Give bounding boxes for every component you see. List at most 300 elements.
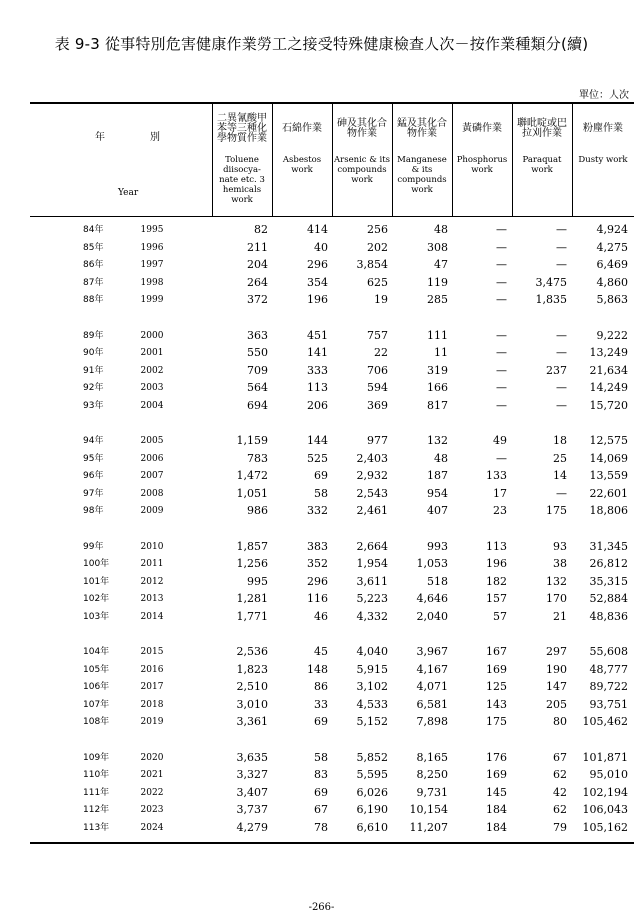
column-header-en: Arsenic & its compounds work bbox=[334, 155, 391, 185]
table-row bbox=[0, 609, 643, 625]
table-cell: 95,010 bbox=[589, 768, 628, 781]
table-cell: 79 bbox=[553, 820, 567, 834]
table-cell: 106,043 bbox=[582, 803, 628, 816]
row-roc-year: 96年 bbox=[83, 471, 104, 481]
table-row bbox=[0, 292, 643, 308]
table-row bbox=[0, 679, 643, 695]
table-row bbox=[0, 574, 643, 590]
table-cell: 3,635 bbox=[236, 750, 268, 764]
table-cell: 187 bbox=[427, 469, 448, 482]
table-cell: 564 bbox=[247, 381, 268, 394]
table-row bbox=[0, 328, 643, 344]
row-ad-year: 2018 bbox=[140, 699, 164, 710]
row-roc-year: 113年 bbox=[83, 822, 110, 833]
table-cell: 176 bbox=[486, 750, 507, 764]
table-cell: 33 bbox=[314, 697, 328, 711]
column-header bbox=[514, 103, 570, 216]
table-cell: 204 bbox=[247, 258, 268, 271]
table-cell: 625 bbox=[367, 275, 388, 289]
table-cell: 46 bbox=[314, 609, 328, 623]
unit-label: 單位：人次 bbox=[579, 90, 629, 101]
table-cell: 5,152 bbox=[356, 715, 388, 728]
table-cell: 105,462 bbox=[582, 715, 628, 728]
table-cell: 148 bbox=[307, 662, 328, 676]
table-cell: 694 bbox=[247, 398, 268, 412]
table-cell: 1,053 bbox=[416, 557, 448, 570]
row-ad-year: 2008 bbox=[140, 488, 164, 499]
table-cell: 8,165 bbox=[416, 750, 448, 764]
row-roc-year: 87年 bbox=[83, 277, 104, 288]
table-row bbox=[0, 662, 643, 678]
header-bottom-rule bbox=[30, 216, 634, 217]
year-header-en: Year bbox=[118, 188, 139, 198]
table-cell: 5,915 bbox=[356, 662, 388, 676]
table-cell: 5,852 bbox=[356, 750, 388, 764]
row-roc-year: 94年 bbox=[83, 436, 104, 446]
table-cell: 993 bbox=[427, 539, 448, 553]
table-cell: 55,608 bbox=[589, 645, 628, 658]
table-cell: 144 bbox=[307, 434, 328, 447]
table-row bbox=[0, 750, 643, 766]
table-row bbox=[0, 275, 643, 291]
table-cell: 69 bbox=[314, 715, 328, 728]
table-cell: 23 bbox=[493, 504, 507, 517]
table-cell: 105,162 bbox=[582, 820, 628, 834]
page-title: 表 9-3 從事特別危害健康作業勞工之接受特殊健康檢查人次－按作業種類分(續) bbox=[54, 35, 589, 53]
table-cell: 166 bbox=[427, 381, 448, 394]
table-row bbox=[0, 556, 643, 572]
row-ad-year: 2007 bbox=[140, 471, 164, 481]
table-cell: 14 bbox=[553, 469, 567, 482]
row-roc-year: 91年 bbox=[83, 365, 104, 376]
table-row bbox=[0, 591, 643, 607]
table-cell: 169 bbox=[486, 768, 507, 781]
table-cell: 3,967 bbox=[416, 645, 448, 658]
table-cell: 594 bbox=[367, 381, 388, 394]
table-cell: 206 bbox=[307, 398, 328, 412]
table-cell: 3,737 bbox=[236, 803, 268, 816]
table-cell: 6,469 bbox=[596, 258, 628, 271]
table-cell: 4,071 bbox=[416, 680, 448, 693]
row-ad-year: 2014 bbox=[140, 611, 164, 622]
column-header bbox=[574, 103, 632, 216]
table-cell: 133 bbox=[486, 469, 507, 482]
row-roc-year: 108年 bbox=[83, 717, 110, 727]
table-cell: 383 bbox=[307, 539, 328, 553]
table-cell: 102,194 bbox=[582, 785, 628, 799]
table-cell: 116 bbox=[307, 592, 328, 605]
table-cell: 35,315 bbox=[589, 574, 628, 588]
table-cell: 15,720 bbox=[589, 398, 628, 412]
table-cell: 6,026 bbox=[356, 785, 388, 799]
row-ad-year: 2017 bbox=[140, 682, 164, 692]
table-cell: 977 bbox=[367, 434, 388, 447]
row-ad-year: 2005 bbox=[140, 436, 164, 446]
table-cell: 2,403 bbox=[356, 451, 388, 465]
row-ad-year: 2013 bbox=[140, 594, 164, 604]
column-header-zh: 黃磷作業 bbox=[462, 123, 502, 134]
table-cell: 13,559 bbox=[589, 469, 628, 482]
table-cell: 6,190 bbox=[356, 803, 388, 816]
table-row bbox=[0, 363, 643, 379]
table-row bbox=[0, 785, 643, 801]
table-cell: 93 bbox=[553, 539, 567, 553]
table-cell: 132 bbox=[427, 434, 448, 447]
table-row bbox=[0, 380, 643, 396]
table-cell: 709 bbox=[247, 363, 268, 377]
column-header bbox=[214, 103, 270, 216]
row-roc-year: 107年 bbox=[83, 699, 110, 710]
table-cell: 14,249 bbox=[589, 381, 628, 394]
table-row bbox=[0, 644, 643, 660]
table-cell: 21 bbox=[553, 609, 567, 623]
table-cell: 237 bbox=[546, 363, 567, 377]
table-cell: 86 bbox=[314, 680, 328, 693]
table-cell: 19 bbox=[374, 293, 388, 306]
table-row bbox=[0, 468, 643, 484]
table-cell: 143 bbox=[486, 697, 507, 711]
table-cell: 4,167 bbox=[416, 662, 448, 676]
row-roc-year: 106年 bbox=[83, 682, 110, 692]
table-cell: 145 bbox=[486, 785, 507, 799]
table-cell: 25 bbox=[553, 451, 567, 465]
table-cell: 256 bbox=[367, 223, 388, 236]
table-cell: 202 bbox=[367, 240, 388, 254]
row-roc-year: 95年 bbox=[83, 453, 104, 464]
table-row bbox=[0, 451, 643, 467]
table-cell: — bbox=[556, 328, 567, 342]
table-row bbox=[0, 714, 643, 730]
table-row bbox=[0, 820, 643, 836]
table-cell: 550 bbox=[247, 346, 268, 359]
table-cell: 2,536 bbox=[236, 645, 268, 658]
table-cell: 205 bbox=[546, 697, 567, 711]
column-header-en: Manganese & its compounds work bbox=[397, 155, 447, 195]
column-header bbox=[454, 103, 510, 216]
row-ad-year: 1999 bbox=[140, 295, 164, 305]
table-cell: 1,051 bbox=[236, 486, 268, 500]
table-cell: 4,279 bbox=[236, 820, 268, 834]
header-divider bbox=[452, 103, 453, 216]
table-cell: 319 bbox=[427, 363, 448, 377]
row-roc-year: 111年 bbox=[83, 787, 110, 798]
table-cell: 2,040 bbox=[416, 609, 448, 623]
column-header-en: Toluene diisocya-nate etc. 3 hemicals work bbox=[219, 155, 265, 205]
table-cell: 82 bbox=[254, 223, 268, 236]
page-number: -266- bbox=[308, 902, 335, 913]
row-ad-year: 2021 bbox=[140, 770, 164, 780]
table-cell: 196 bbox=[486, 557, 507, 570]
table-cell: 407 bbox=[427, 504, 448, 517]
column-header-zh: 錳及其化合物作業 bbox=[397, 118, 447, 139]
row-ad-year: 2024 bbox=[140, 822, 164, 833]
table-cell: 113 bbox=[307, 381, 328, 394]
table-cell: 67 bbox=[314, 803, 328, 816]
table-cell: 157 bbox=[486, 592, 507, 605]
header-divider bbox=[572, 103, 573, 216]
row-ad-year: 2003 bbox=[140, 383, 164, 393]
table-cell: — bbox=[496, 293, 507, 306]
table-cell: 4,332 bbox=[356, 609, 388, 623]
table-cell: 49 bbox=[493, 434, 507, 447]
row-ad-year: 2019 bbox=[140, 717, 164, 727]
table-cell: — bbox=[496, 328, 507, 342]
row-ad-year: 2011 bbox=[140, 559, 164, 569]
table-cell: 3,611 bbox=[356, 574, 388, 588]
table-cell: — bbox=[496, 398, 507, 412]
column-header-zh: 砷及其化合物作業 bbox=[337, 118, 387, 139]
column-header-zh: 石綿作業 bbox=[282, 123, 322, 134]
table-cell: — bbox=[556, 258, 567, 271]
table-cell: 1,159 bbox=[236, 434, 268, 447]
table-cell: — bbox=[496, 381, 507, 394]
table-cell: — bbox=[496, 275, 507, 289]
table-cell: 817 bbox=[427, 398, 448, 412]
table-cell: — bbox=[556, 398, 567, 412]
table-cell: 414 bbox=[307, 223, 328, 236]
table-cell: 525 bbox=[307, 451, 328, 465]
table-cell: 264 bbox=[247, 275, 268, 289]
table-cell: — bbox=[496, 451, 507, 465]
row-roc-year: 88年 bbox=[83, 295, 104, 305]
table-cell: 518 bbox=[427, 574, 448, 588]
table-cell: 297 bbox=[546, 645, 567, 658]
table-cell: 167 bbox=[486, 645, 507, 658]
table-cell: 354 bbox=[307, 275, 328, 289]
table-cell: 7,898 bbox=[416, 715, 448, 728]
table-cell: 3,854 bbox=[356, 258, 388, 271]
table-cell: 18,806 bbox=[589, 504, 628, 517]
header-divider bbox=[512, 103, 513, 216]
row-roc-year: 89年 bbox=[83, 330, 104, 341]
table-cell: 125 bbox=[486, 680, 507, 693]
table-cell: 69 bbox=[314, 785, 328, 799]
table-cell: 2,664 bbox=[356, 539, 388, 553]
table-row bbox=[0, 697, 643, 713]
table-row bbox=[0, 433, 643, 449]
row-ad-year: 1998 bbox=[140, 277, 164, 288]
table-row bbox=[0, 222, 643, 238]
table-cell: — bbox=[556, 486, 567, 500]
table-row bbox=[0, 767, 643, 783]
table-row bbox=[0, 398, 643, 414]
row-roc-year: 102年 bbox=[83, 594, 110, 604]
table-cell: 31,345 bbox=[589, 539, 628, 553]
row-ad-year: 2016 bbox=[140, 664, 164, 675]
table-cell: 451 bbox=[307, 328, 328, 342]
column-header bbox=[394, 103, 450, 216]
column-header-zh: 粉塵作業 bbox=[583, 123, 623, 134]
row-roc-year: 103年 bbox=[83, 611, 110, 622]
row-roc-year: 90年 bbox=[83, 348, 104, 358]
table-cell: 52,884 bbox=[589, 592, 628, 605]
row-ad-year: 2004 bbox=[140, 400, 164, 411]
table-cell: 13,249 bbox=[589, 346, 628, 359]
table-cell: 1,771 bbox=[236, 609, 268, 623]
table-cell: 69 bbox=[314, 469, 328, 482]
table-cell: 175 bbox=[486, 715, 507, 728]
row-roc-year: 86年 bbox=[83, 260, 104, 270]
table-cell: 47 bbox=[434, 258, 448, 271]
table-cell: 1,835 bbox=[535, 293, 567, 306]
table-cell: 211 bbox=[247, 240, 268, 254]
table-cell: 119 bbox=[427, 275, 448, 289]
table-row bbox=[0, 802, 643, 818]
year-header-zh-1: 年 bbox=[95, 132, 105, 143]
header-divider bbox=[392, 103, 393, 216]
column-header bbox=[334, 103, 390, 216]
row-ad-year: 2002 bbox=[140, 365, 164, 376]
table-row bbox=[0, 486, 643, 502]
table-cell: 1,281 bbox=[236, 592, 268, 605]
table-cell: — bbox=[496, 223, 507, 236]
table-cell: 372 bbox=[247, 293, 268, 306]
table-cell: 22 bbox=[374, 346, 388, 359]
table-cell: 986 bbox=[247, 504, 268, 517]
table-cell: 184 bbox=[486, 820, 507, 834]
table-cell: 169 bbox=[486, 662, 507, 676]
table-cell: 5,863 bbox=[596, 293, 628, 306]
table-cell: 190 bbox=[546, 662, 567, 676]
table-row bbox=[0, 345, 643, 361]
table-cell: 11 bbox=[434, 346, 448, 359]
table-cell: 995 bbox=[247, 574, 268, 588]
column-header-zh: 聯吡啶或巴拉刈作業 bbox=[517, 118, 567, 139]
row-ad-year: 2006 bbox=[140, 453, 164, 464]
row-ad-year: 1997 bbox=[140, 260, 164, 270]
table-cell: 58 bbox=[314, 750, 328, 764]
table-cell: 67 bbox=[553, 750, 567, 764]
table-cell: 80 bbox=[553, 715, 567, 728]
table-cell: 38 bbox=[553, 557, 567, 570]
row-roc-year: 98年 bbox=[83, 506, 104, 516]
table-cell: 4,533 bbox=[356, 697, 388, 711]
table-cell: 62 bbox=[553, 803, 567, 816]
row-ad-year: 2020 bbox=[140, 752, 164, 763]
row-ad-year: 2000 bbox=[140, 330, 164, 341]
table-cell: 706 bbox=[367, 363, 388, 377]
table-cell: 21,634 bbox=[589, 363, 628, 377]
row-roc-year: 105年 bbox=[83, 664, 110, 675]
table-cell: 175 bbox=[546, 504, 567, 517]
table-row bbox=[0, 240, 643, 256]
table-cell: — bbox=[556, 240, 567, 254]
row-ad-year: 2001 bbox=[140, 348, 164, 358]
table-cell: 1,954 bbox=[356, 557, 388, 570]
table-cell: 1,256 bbox=[236, 557, 268, 570]
table-cell: 45 bbox=[314, 645, 328, 658]
row-ad-year: 2010 bbox=[140, 541, 164, 552]
table-cell: 89,722 bbox=[589, 680, 628, 693]
table-cell: 6,581 bbox=[416, 697, 448, 711]
row-roc-year: 92年 bbox=[83, 383, 104, 393]
table-cell: 58 bbox=[314, 486, 328, 500]
table-cell: 57 bbox=[493, 609, 507, 623]
table-cell: — bbox=[496, 258, 507, 271]
row-roc-year: 85年 bbox=[83, 242, 104, 253]
table-cell: 954 bbox=[427, 486, 448, 500]
table-cell: 11,207 bbox=[409, 820, 448, 834]
table-cell: 1,472 bbox=[236, 469, 268, 482]
table-cell: 4,646 bbox=[416, 592, 448, 605]
table-cell: 4,860 bbox=[596, 275, 628, 289]
table-cell: 9,222 bbox=[596, 328, 628, 342]
row-roc-year: 84年 bbox=[83, 225, 104, 235]
table-cell: 10,154 bbox=[409, 803, 448, 816]
column-header-en: Paraquat work bbox=[522, 155, 562, 175]
table-cell: — bbox=[556, 381, 567, 394]
table-cell: 2,543 bbox=[356, 486, 388, 500]
table-cell: 12,575 bbox=[589, 434, 628, 447]
table-cell: 3,475 bbox=[535, 275, 567, 289]
table-cell: 2,510 bbox=[236, 680, 268, 693]
table-cell: 9,731 bbox=[416, 785, 448, 799]
year-header-zh-2: 別 bbox=[150, 132, 160, 143]
table-cell: 48 bbox=[434, 223, 448, 236]
table-cell: 111 bbox=[427, 328, 448, 342]
row-roc-year: 93年 bbox=[83, 400, 104, 411]
table-cell: 184 bbox=[486, 803, 507, 816]
row-roc-year: 110年 bbox=[83, 770, 110, 780]
row-ad-year: 2009 bbox=[140, 506, 164, 516]
row-roc-year: 97年 bbox=[83, 488, 104, 499]
table-cell: 18 bbox=[553, 434, 567, 447]
table-cell: 182 bbox=[486, 574, 507, 588]
header-divider bbox=[332, 103, 333, 216]
table-bottom-rule bbox=[30, 842, 634, 844]
row-ad-year: 1995 bbox=[140, 225, 164, 235]
row-roc-year: 109年 bbox=[83, 752, 110, 763]
table-cell: 332 bbox=[307, 504, 328, 517]
table-cell: 147 bbox=[546, 680, 567, 693]
column-header-en: Asbestos work bbox=[282, 155, 322, 175]
table-cell: 757 bbox=[367, 328, 388, 342]
table-cell: 101,871 bbox=[582, 750, 628, 764]
column-header-en: Phosphorus work bbox=[456, 155, 508, 175]
table-cell: 3,407 bbox=[236, 785, 268, 799]
table-cell: 308 bbox=[427, 240, 448, 254]
table-cell: 285 bbox=[427, 293, 448, 306]
row-ad-year: 2012 bbox=[140, 576, 164, 587]
row-roc-year: 112年 bbox=[83, 805, 110, 815]
table-cell: 6,610 bbox=[356, 820, 388, 834]
column-header-en: Dusty work bbox=[578, 155, 628, 165]
row-ad-year: 1996 bbox=[140, 242, 164, 253]
table-cell: 369 bbox=[367, 398, 388, 412]
table-cell: 26,812 bbox=[589, 557, 628, 570]
table-cell: 22,601 bbox=[589, 486, 628, 500]
table-cell: 132 bbox=[546, 574, 567, 588]
table-cell: 1,823 bbox=[236, 662, 268, 676]
table-cell: 1,857 bbox=[236, 539, 268, 553]
row-ad-year: 2023 bbox=[140, 805, 164, 815]
table-cell: — bbox=[556, 346, 567, 359]
table-cell: 113 bbox=[486, 539, 507, 553]
table-cell: 42 bbox=[553, 785, 567, 799]
row-roc-year: 99年 bbox=[83, 541, 104, 552]
table-cell: 17 bbox=[493, 486, 507, 500]
row-roc-year: 100年 bbox=[83, 559, 110, 569]
header-divider bbox=[272, 103, 273, 216]
table-cell: 3,361 bbox=[236, 715, 268, 728]
table-row bbox=[0, 503, 643, 519]
table-cell: 141 bbox=[307, 346, 328, 359]
table-cell: — bbox=[496, 240, 507, 254]
table-cell: 170 bbox=[546, 592, 567, 605]
row-roc-year: 101年 bbox=[83, 576, 110, 587]
table-cell: 83 bbox=[314, 768, 328, 781]
table-cell: 48,777 bbox=[589, 662, 628, 676]
